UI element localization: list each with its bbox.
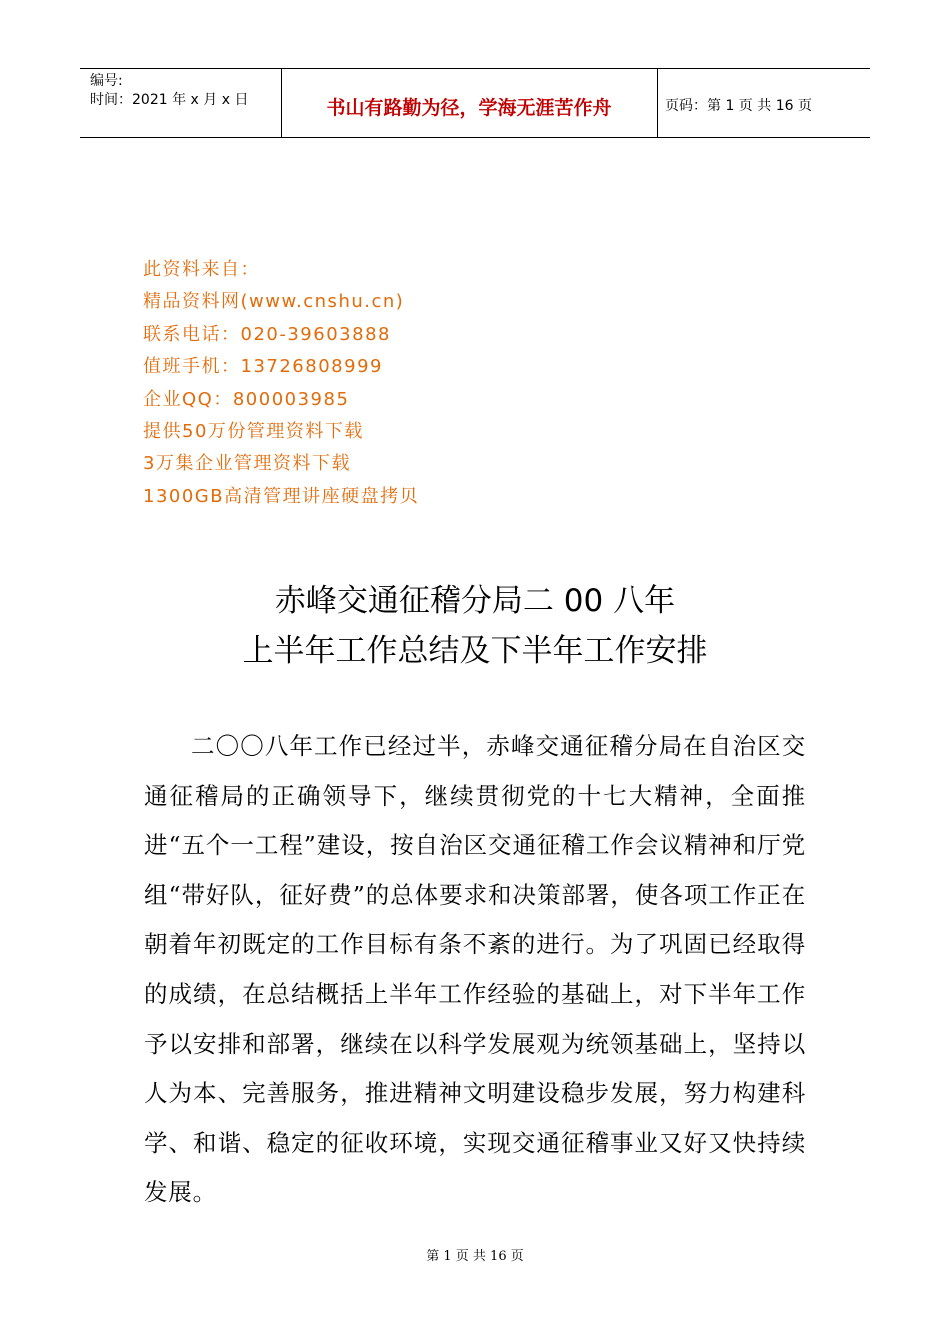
source-line-website[interactable]: 精品资料网(www.cnshu.cn) <box>143 291 405 313</box>
body-paragraph: 二〇〇八年工作已经过半，赤峰交通征稽分局在自治区交通征稽局的正确领导下，继续贯彻党的十七大精神，全面推进“五个一工程”建设，按自治区交通征稽工作会议精神和厅党组“带好队，征好费”的总体要求和决策部署，使各项工作正在朝着年初既定的工作目标有条不紊的进行。为了巩固已经取得的成绩，在总结概括上半年工作经验的基础上，对下半年工作予以安排和部署，继续在以科学发展观为统领基础上，坚持以人为本、完善服务，推进精神文明建设稳步发展，努力构建科学、和谐、稳定的征收环境，实现交通征稽事业又好又快持续发展。 <box>144 732 806 1207</box>
source-line-offer-3: 1300GB高清管理讲座硬盘拷贝 <box>143 485 420 507</box>
page-footer: 第 1 页 共 16 页 <box>426 1249 524 1264</box>
source-line-offer-2: 3万集企业管理资料下载 <box>143 453 351 475</box>
source-line-offer-1: 提供50万份管理资料下载 <box>143 420 364 442</box>
source-info-block <box>143 254 419 513</box>
header-motto-cell <box>281 69 658 137</box>
source-line-phone: 联系电话：020-39603888 <box>143 323 391 345</box>
document-number-label: 编号: <box>90 73 123 89</box>
header-page-cell <box>657 69 870 137</box>
source-line-mobile: 值班手机：13726808999 <box>143 356 383 378</box>
document-header <box>80 68 870 138</box>
source-line-intro: 此资料来自： <box>143 259 260 280</box>
title-line-2: 上半年工作总结及下半年工作安排 <box>242 633 708 669</box>
document-title <box>0 576 950 676</box>
header-page-info: 页码：第 1 页 共 16 页 <box>665 98 812 114</box>
source-line-qq: 企业QQ：800003985 <box>143 388 350 410</box>
title-line-1: 赤峰交通征稽分局二 00 八年 <box>274 583 676 619</box>
document-date-label: 时间：2021 年 x 月 x 日 <box>90 92 249 108</box>
header-info-cell <box>80 69 282 137</box>
header-motto: 书山有路勤为径，学海无涯苦作舟 <box>326 97 612 119</box>
